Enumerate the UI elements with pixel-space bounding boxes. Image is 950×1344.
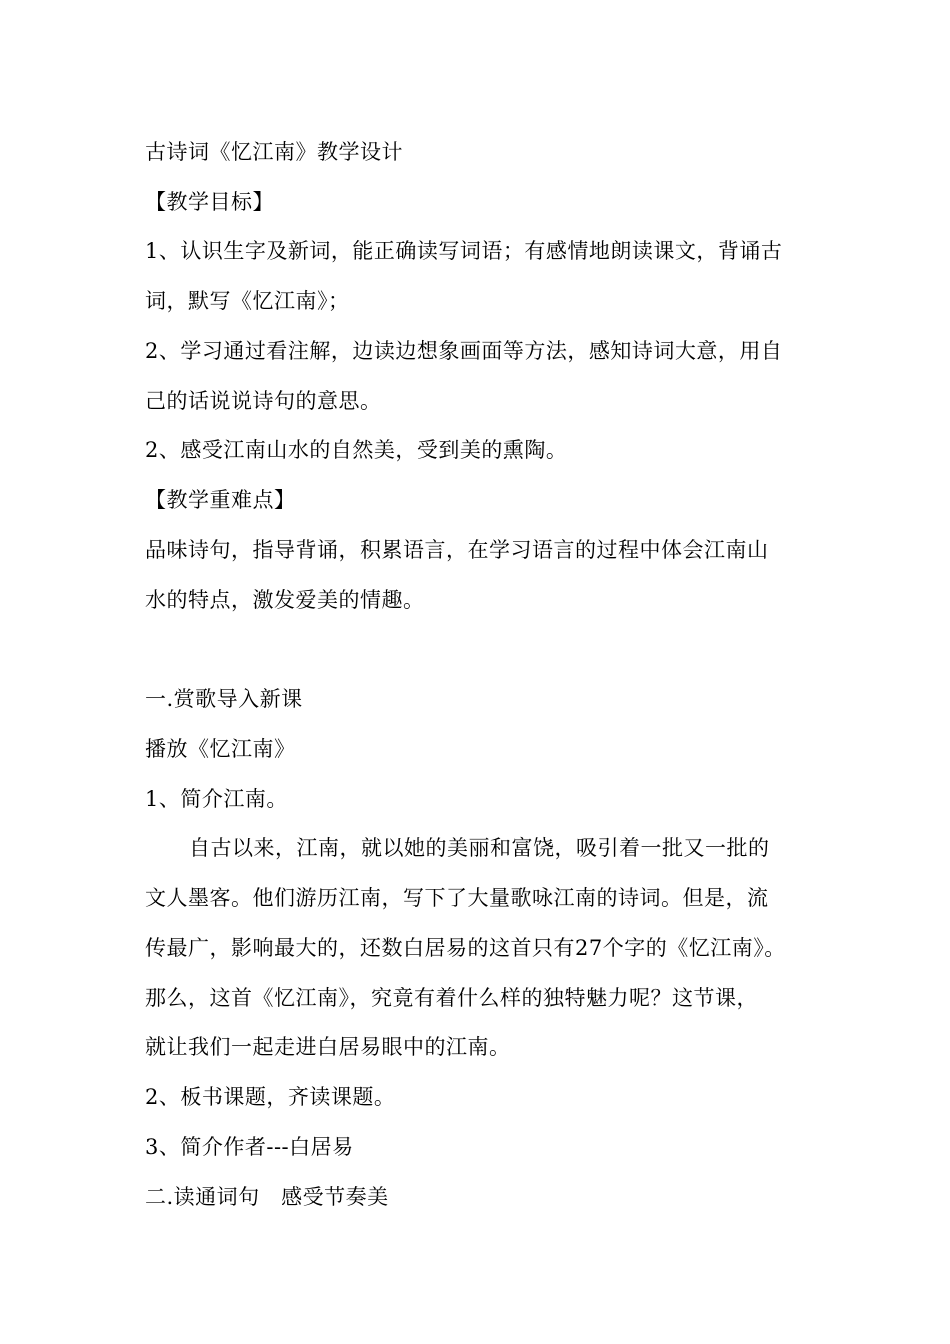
step-3: 3、简介作者---白居易	[145, 1135, 354, 1159]
keypoints-line-1: 品味诗句，指导背诵，积累语言，在学习语言的过程中体会江南山	[145, 538, 769, 562]
step-2: 2、板书课题，齐读课题。	[145, 1085, 396, 1109]
heading-keypoints: 【教学重难点】	[145, 488, 296, 512]
intro-line-4: 那么，这首《忆江南》，究竟有着什么样的独特魅力呢？这节课，	[145, 986, 758, 1010]
objective-2-line-2: 己的话说说诗句的意思。	[145, 389, 382, 413]
play-song: 播放《忆江南》	[145, 737, 296, 761]
section-2-title: 二.读通词句 感受节奏美	[145, 1185, 389, 1209]
step-1: 1、简介江南。	[145, 787, 288, 811]
intro-line-3: 传最广，影响最大的，还数白居易的这首只有27个字的《忆江南》。	[145, 936, 786, 960]
objective-3: 2、感受江南山水的自然美，受到美的熏陶。	[145, 438, 568, 462]
document-title: 古诗词《忆江南》教学设计	[145, 140, 403, 164]
section-1-title: 一.赏歌导入新课	[145, 687, 303, 711]
intro-line-1: 自古以来，江南，就以她的美丽和富饶，吸引着一批又一批的	[189, 836, 770, 860]
intro-line-2: 文人墨客。他们游历江南，写下了大量歌咏江南的诗词。但是，流	[145, 886, 769, 910]
heading-objectives: 【教学目标】	[145, 190, 274, 214]
objective-1-line-2: 词，默写《忆江南》；	[145, 289, 350, 313]
keypoints-line-2: 水的特点，激发爱美的情趣。	[145, 588, 425, 612]
objective-1-line-1: 1、认识生字及新词，能正确读写词语；有感情地朗读课文，背诵古	[145, 239, 783, 263]
objective-2-line-1: 2、学习通过看注解，边读边想象画面等方法，感知诗词大意，用自	[145, 339, 783, 363]
intro-line-5: 就让我们一起走进白居易眼中的江南。	[145, 1035, 511, 1059]
